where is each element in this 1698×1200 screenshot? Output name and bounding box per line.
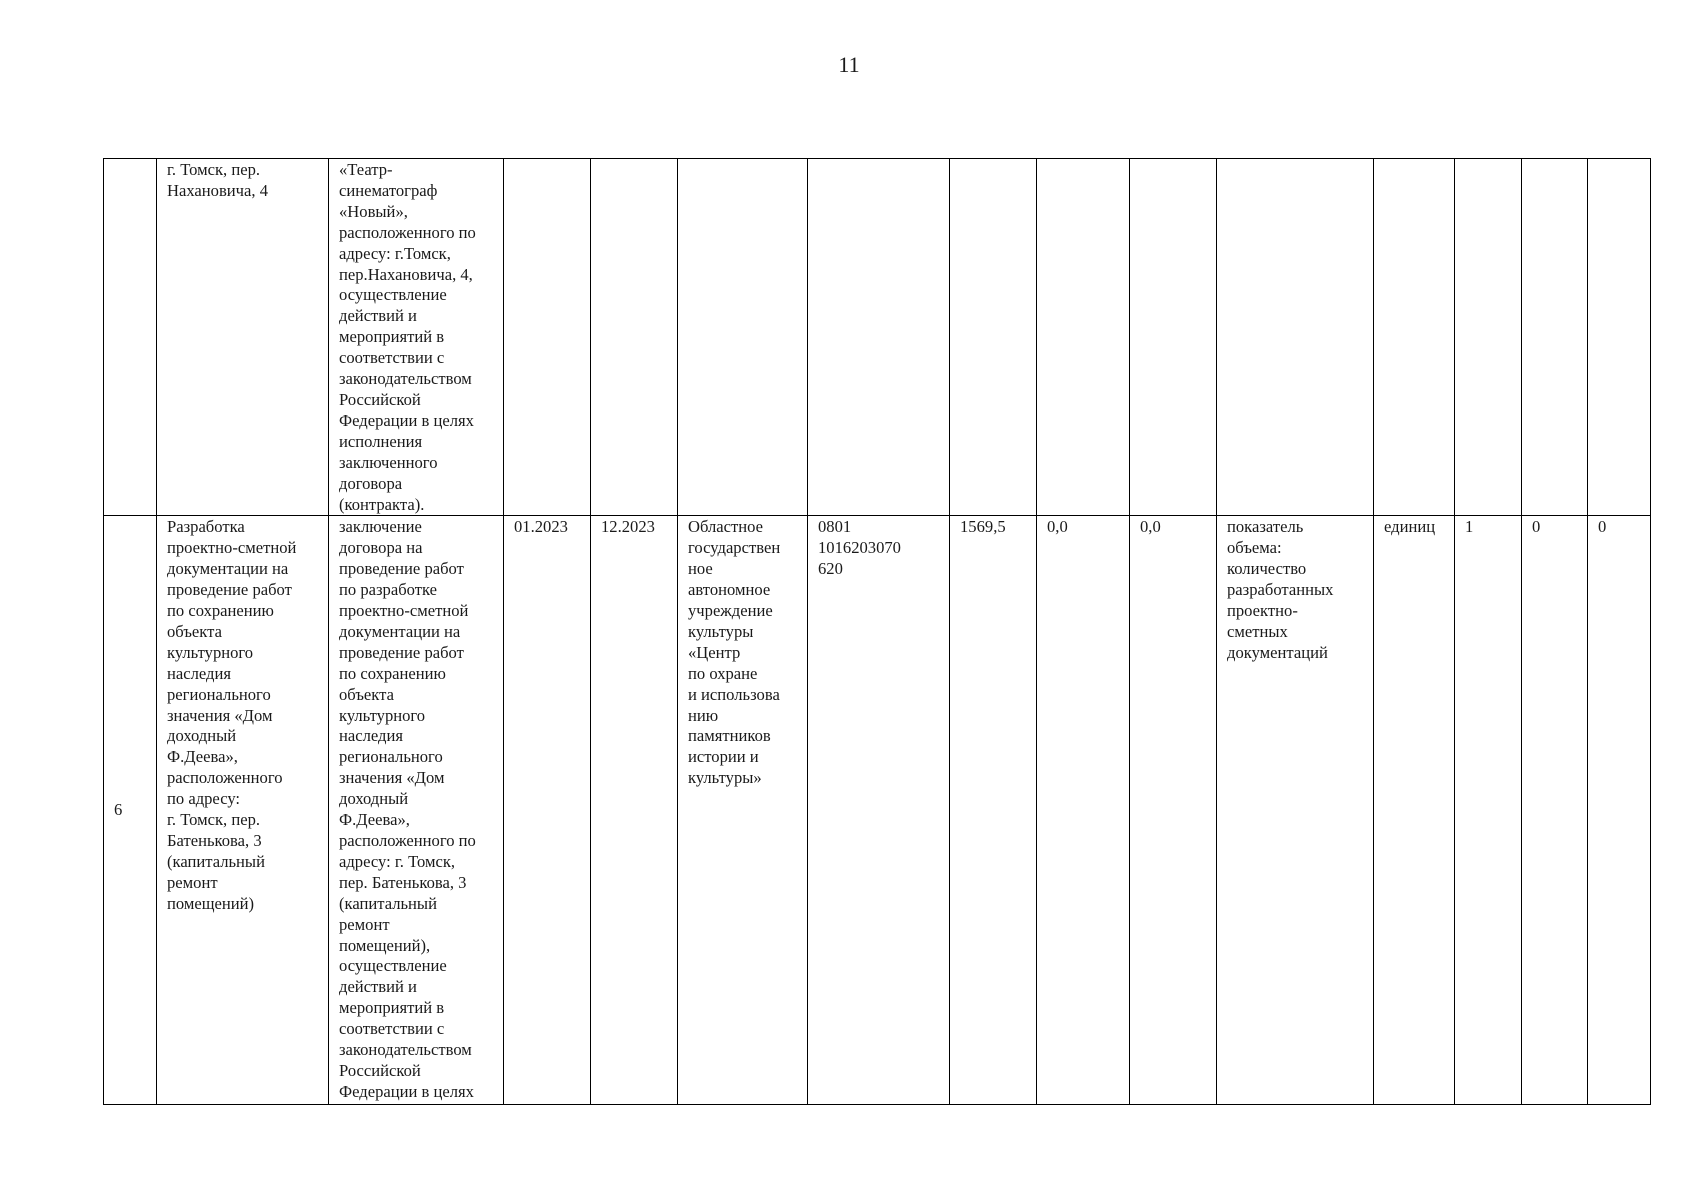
cell-value-year1: 1 xyxy=(1455,516,1522,1105)
cell-executor xyxy=(678,159,808,516)
cell-value-year1 xyxy=(1455,159,1522,516)
cell-object-name: Разработка проектно-сметной документации на проведение работ по сохранению объекта культурного наследия регионального значения «Дом доходный Ф.Деева», расположенного по адресу: г. Томск, пер. Батенькова, 3 (капитальный ремонт помещений) xyxy=(157,516,329,1105)
page-number: 11 xyxy=(838,52,860,77)
cell-amount-year2: 0,0 xyxy=(1037,516,1130,1105)
table-row xyxy=(104,159,1651,516)
cell-unit xyxy=(1374,159,1455,516)
cell-action: заключение договора на проведение работ по разработке проектно-сметной документации на проведение работ по сохранению объекта культурного наследия регионального значения «Дом доходный Ф.Деева», расположенного по адресу: г. Томск, пер. Батенькова, 3 (капитальный ремонт помещений), осуществление действий и мероприятий в соответствии с законодательством Российской Федерации в целях xyxy=(329,516,504,1105)
cell-action: «Театр- синематограф «Новый», расположенного по адресу: г.Томск, пер.Нахановича, 4, осуществление действий и мероприятий в соответствии с законодательством Российской Федерации в целях исполнения заключенного договора (контракта). xyxy=(329,159,504,516)
cell-end-date: 12.2023 xyxy=(591,516,678,1105)
cell-executor: Областное государствен ное автономное учреждение культуры «Центр по охране и использова нию памятников истории и культуры» xyxy=(678,516,808,1105)
cell-unit: единиц xyxy=(1374,516,1455,1105)
cell-amount-year3 xyxy=(1130,159,1217,516)
cell-value-year3 xyxy=(1588,159,1651,516)
cell-value-year3: 0 xyxy=(1588,516,1651,1105)
cell-number: 6 xyxy=(104,516,157,1105)
cell-object-name: г. Томск, пер. Нахановича, 4 xyxy=(157,159,329,516)
cell-amount-year3: 0,0 xyxy=(1130,516,1217,1105)
cell-start-date xyxy=(504,159,591,516)
cell-number xyxy=(104,159,157,516)
cell-indicator: показатель объема: количество разработанных проектно- сметных документаций xyxy=(1217,516,1374,1105)
cell-budget-code: 0801 1016203070 620 xyxy=(808,516,950,1105)
cell-indicator xyxy=(1217,159,1374,516)
cell-amount-year1: 1569,5 xyxy=(950,516,1037,1105)
program-activities-table xyxy=(103,158,1651,1105)
cell-end-date xyxy=(591,159,678,516)
cell-value-year2: 0 xyxy=(1522,516,1588,1105)
cell-amount-year1 xyxy=(950,159,1037,516)
cell-value-year2 xyxy=(1522,159,1588,516)
cell-budget-code xyxy=(808,159,950,516)
table-row xyxy=(104,516,1651,1105)
cell-start-date: 01.2023 xyxy=(504,516,591,1105)
cell-amount-year2 xyxy=(1037,159,1130,516)
